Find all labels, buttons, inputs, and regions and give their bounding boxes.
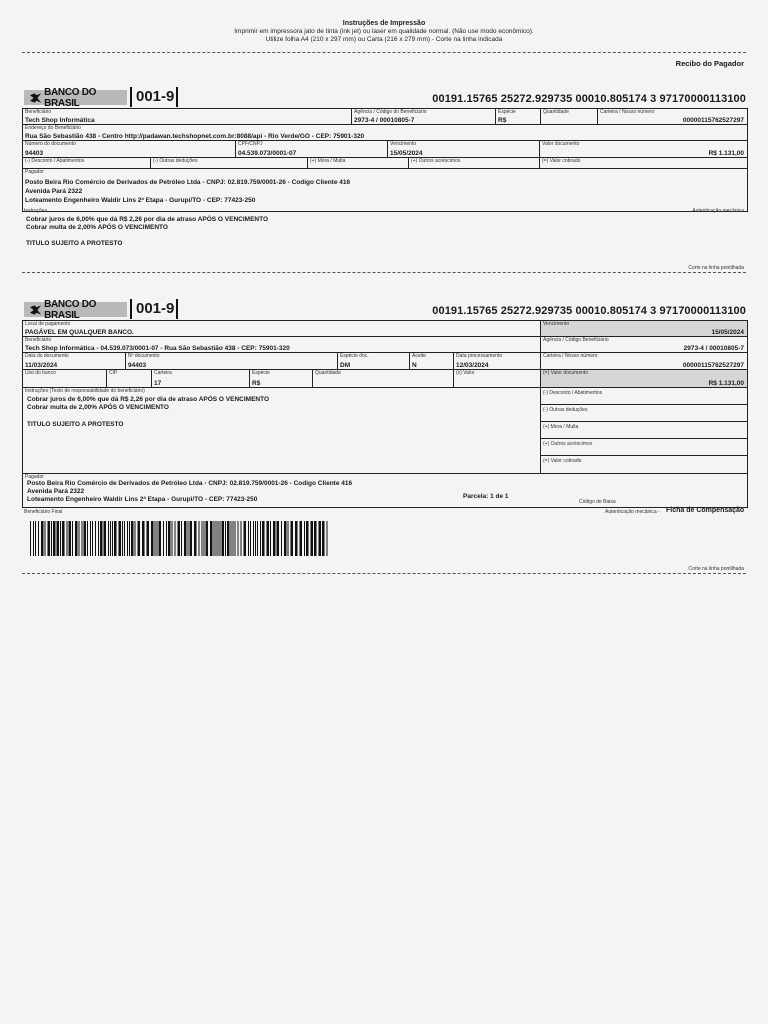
field-label: Agência / Código do Beneficiário: [354, 109, 427, 115]
field-label: (-) Desconto / Abatimentos: [25, 158, 85, 164]
barcode-bar: [127, 521, 128, 556]
field-label: (+) Outros acréscimos: [411, 158, 461, 164]
slip-aceite-cell: [410, 353, 454, 370]
barcode-bar: [48, 521, 51, 556]
barcode-bar: [38, 521, 39, 556]
field-label: Agência / Código Beneficiário: [543, 337, 609, 343]
barcode-bar: [250, 521, 251, 556]
field-label: Vencimento: [390, 141, 417, 147]
barcode-bar: [241, 521, 242, 556]
barcode-bar: [142, 521, 145, 556]
especie-doc-value: DM: [340, 362, 351, 369]
slip-uso-banco-cell: [23, 370, 107, 388]
barcode-bar: [35, 521, 36, 556]
barcode-bar: [257, 521, 258, 556]
field-label: Carteira / Nosso número: [600, 109, 655, 115]
barcode-bar: [291, 521, 294, 556]
barcode-bar: [138, 521, 141, 556]
field-label: (-) Desconto / Abatimentos: [543, 390, 603, 396]
barcode-bar: [235, 521, 236, 556]
barcode-bar: [131, 521, 134, 556]
field-label: Vencimento: [543, 321, 570, 327]
barcode-bar: [90, 521, 91, 556]
barcode-bar: [72, 521, 73, 556]
slip-especie-doc-cell: [338, 353, 410, 370]
field-label: Quantidade: [543, 109, 569, 115]
barcode-bar: [60, 521, 61, 556]
field-label: Espécie doc.: [340, 353, 369, 359]
field-label: Pagador: [25, 474, 44, 480]
beneficiario-final-label: Beneficiário Final: [24, 509, 63, 515]
num-doc-value: 94403: [25, 150, 44, 157]
barcode-bar: [166, 521, 167, 556]
barcode-bar: [30, 521, 31, 556]
barcode-bar: [98, 521, 99, 556]
receipt-instr-line3: TITULO SUJEITO A PROTESTO: [26, 240, 123, 247]
beneficiario-value: Tech Shop Informática - 04.539.073/0001-07 - Rua São Sebastião 438 - CEP: 75901-320: [25, 345, 290, 352]
field-label: Quantidade: [315, 370, 341, 376]
receipt-outras-ded-cell: [151, 158, 308, 169]
slip-instrucoes-cell: [23, 388, 541, 473]
barcode-bar: [45, 521, 46, 556]
field-label: Carteira: [154, 370, 172, 376]
barcode-bar: [227, 521, 230, 556]
barcode-bar: [159, 521, 162, 556]
field-label: Aceite: [412, 353, 426, 359]
barcode-bar: [155, 521, 156, 556]
barcode-bar: [108, 521, 109, 556]
barcode-bar: [129, 521, 130, 556]
especie-value: R$: [498, 117, 507, 124]
slip-desconto-cell: [541, 388, 747, 405]
field-label: Beneficiário: [25, 337, 52, 343]
data-proc-value: 12/03/2024: [456, 362, 489, 369]
barcode-bar: [51, 521, 52, 556]
field-label: (x) Valor: [456, 370, 475, 376]
barcode-bar: [311, 521, 314, 556]
barcode-bar: [119, 521, 122, 556]
receipt-desconto-cell: [23, 158, 151, 169]
aceite-value: N: [412, 362, 417, 369]
slip-venc-cell: [541, 321, 747, 337]
barcode-bar: [260, 521, 261, 556]
field-label: (=) Valor cobrado: [542, 158, 581, 164]
barcode-bar: [295, 521, 298, 556]
barcode-bar: [87, 521, 88, 556]
receipt-valor-doc-cell: [540, 141, 747, 158]
field-label: (=) Valor cobrado: [543, 458, 582, 464]
data-doc-value: 11/03/2024: [25, 362, 58, 369]
barcode-bar: [79, 521, 80, 556]
barcode-bar: [319, 521, 322, 556]
pagador-line3: Loteamento Engenheiro Waldir Lins 2ª Etapa - Gurupi/TO - CEP: 77423-250: [27, 496, 258, 503]
slip-beneficiario-cell: [23, 337, 541, 353]
barcode-bar: [270, 521, 271, 556]
slip-instr-line1: Cobrar juros de 6,00% que dá R$ 2,26 por dia de atraso APÓS O VENCIMENTO: [27, 396, 270, 403]
barcode-bar: [184, 521, 187, 556]
bank-code: 001-9: [130, 299, 178, 319]
cut-label-2: Corte na linha pontilhada: [688, 566, 744, 572]
barcode-bar: [157, 521, 158, 556]
receipt-venc-cell: [388, 141, 540, 158]
digitable-line: 00191.15765 25272.929735 00010.805174 3 97170000113100: [432, 305, 746, 317]
receipt-endereco-cell: [23, 125, 747, 141]
receipt-beneficiario-cell: [23, 109, 352, 125]
barcode-bar: [181, 521, 182, 556]
receipt-mora-cell: [308, 158, 409, 169]
barcode-bar: [248, 521, 249, 556]
barcode-bar: [210, 521, 213, 556]
field-label: Valor documento: [542, 141, 580, 147]
barcode-bar: [33, 521, 34, 556]
bank-logo: [24, 298, 127, 321]
field-label: Data processamento: [456, 353, 503, 359]
print-instructions: [0, 20, 768, 44]
field-label: (+) Mora / Multa: [543, 424, 579, 430]
recibo-label: Recibo do Pagador: [675, 59, 744, 68]
especie-value: R$: [252, 380, 261, 387]
field-label: Local de pagamento: [25, 321, 71, 327]
barcode-bar: [231, 521, 232, 556]
agencia-value: 2973-4 / 00010805-7: [683, 345, 744, 352]
bank-code: 001-9: [130, 87, 178, 107]
bank-logo-icon: [30, 305, 41, 315]
bank-name: BANCO DO BRASIL: [44, 298, 97, 321]
field-label: Data do documento: [25, 353, 69, 359]
num-doc-value: 94403: [128, 362, 147, 369]
slip-especie-cell: [250, 370, 313, 388]
receipt-especie-cell: [496, 109, 541, 125]
barcode-bar: [194, 521, 197, 556]
barcode-bar: [206, 521, 209, 556]
barcode-bar: [122, 521, 123, 556]
carteira-value: 17: [154, 380, 162, 387]
barcode-bar: [175, 521, 176, 556]
slip-grid: [22, 320, 748, 474]
nosso-numero-value: 00000115762527297: [682, 117, 744, 124]
field-label: Número do documento: [25, 141, 76, 147]
barcode-bar: [199, 521, 200, 556]
barcode-bar: [92, 521, 93, 556]
barcode-bar: [306, 521, 309, 556]
bank-header-slip: [22, 298, 748, 321]
barcode-bar: [281, 521, 282, 556]
barcode-bar: [253, 521, 254, 556]
slip-instr-line2: Cobrar multa de 2,00% APÓS O VENCIMENTO: [27, 404, 169, 411]
autenticacao-label: Autenticação mecânica: [692, 208, 744, 214]
agencia-value: 2973-4 / 00010805-7: [354, 117, 415, 124]
print-instructions-line2: Utilize folha A4 (210 x 297 mm) ou Carta (216 x 279 mm) - Corte na linha indicada: [265, 36, 503, 43]
field-label: (+) Mora / Multa: [310, 158, 346, 164]
barcode-bar: [114, 521, 117, 556]
receipt-cpf-cell: [236, 141, 388, 158]
pagador-line1: Posto Beira Rio Comércio de Derivados de Petróleo Ltda - CNPJ: 02.819.759/0001-26 - Codigo Cliente 416: [27, 480, 353, 487]
receipt-instr-line2: Cobrar multa de 2,00% APÓS O VENCIMENTO: [26, 224, 168, 231]
slip-outras-ded-cell: [541, 405, 747, 422]
cut-line-1[interactable]: [22, 272, 746, 273]
barcode-bar: [322, 521, 325, 556]
barcode-bar: [41, 521, 44, 556]
barcode-bar: [327, 521, 328, 556]
barcode-bar: [267, 521, 270, 556]
barcode-bar: [104, 521, 107, 556]
valor-doc-value: R$ 1.131,00: [708, 380, 744, 387]
receipt-pagador-cell: [23, 169, 747, 211]
barcode-bar: [69, 521, 72, 556]
field-label: (-) Outras deduções: [543, 407, 588, 413]
slip-local-cell: [23, 321, 541, 337]
barcode-bar: [53, 521, 56, 556]
field-label: CPF/CNPJ: [238, 141, 263, 147]
field-label: Carteira / Nosso número: [543, 353, 598, 359]
slip-quantidade-cell: [313, 370, 454, 388]
instrucoes-label: Instruções: [24, 208, 48, 214]
receipt-grid: [22, 108, 748, 212]
field-label: Uso do banco: [25, 370, 56, 376]
barcode-bar: [95, 521, 96, 556]
print-instructions-line1: Imprimir em impressora jato de tinta (ink jet) ou laser em qualidade normal. (Não use modo econômico).: [234, 28, 534, 35]
slip-mora-cell: [541, 422, 747, 439]
barcode-bar: [178, 521, 181, 556]
vencimento-value: 15/05/2024: [390, 150, 423, 157]
endereco-value: Rua São Sebastião 438 - Centro http://padawan.techshopnet.com.br:8088/api - Rio Verde/GO - CEP: 75901-320: [25, 133, 365, 140]
digitable-line: 00191.15765 25272.929735 00010.805174 3 97170000113100: [432, 93, 746, 105]
cut-line-top: [22, 52, 746, 53]
slip-x-valor-cell: [454, 370, 541, 388]
barcode-bar: [222, 521, 225, 556]
barcode-bar: [75, 521, 78, 556]
field-label: (+) Outros acréscimos: [543, 441, 593, 447]
barcode-bar: [284, 521, 287, 556]
barcode-bar: [172, 521, 173, 556]
slip-outros-acr-cell: [541, 439, 747, 456]
barcode-bar: [277, 521, 280, 556]
barcode-bar: [62, 521, 65, 556]
barcode-bar: [112, 521, 113, 556]
barcode-bar: [238, 521, 239, 556]
slip-cip-cell: [107, 370, 152, 388]
field-label: Endereço do Beneficiário: [25, 125, 81, 131]
slip-data-doc-cell: [23, 353, 126, 370]
local-value: PAGÁVEL EM QUALQUER BANCO.: [25, 329, 134, 336]
slip-valor-doc-cell: [541, 370, 747, 388]
vencimento-value: 15/05/2024: [711, 329, 744, 336]
receipt-agencia-cell: [352, 109, 496, 125]
slip-num-doc-cell: [126, 353, 338, 370]
parcela-value: Parcela: 1 de 1: [463, 493, 509, 500]
valor-doc-value: R$ 1.131,00: [708, 150, 744, 157]
barcode-bar: [124, 521, 125, 556]
barcode-bar: [288, 521, 289, 556]
bank-logo-icon: [30, 93, 41, 103]
barcode-bar: [100, 521, 103, 556]
barcode-bar: [84, 521, 87, 556]
codigo-baixa-label: Código de Baixa: [579, 499, 616, 505]
barcode-bar: [151, 521, 154, 556]
receipt-quantidade-cell: [541, 109, 598, 125]
field-label: Espécie: [498, 109, 516, 115]
barcode-bar: [188, 521, 189, 556]
bank-name: BANCO DO BRASIL: [44, 86, 97, 109]
barcode-bar: [147, 521, 150, 556]
barcode-bar: [202, 521, 203, 556]
slip-agencia-cell: [541, 337, 747, 353]
barcode-bar: [262, 521, 265, 556]
barcode-bar: [110, 521, 111, 556]
field-label: Nº documento: [128, 353, 160, 359]
barcode-bar: [314, 521, 317, 556]
barcode-bar: [233, 521, 234, 556]
field-label: Pagador: [25, 169, 44, 175]
barcode-bar: [190, 521, 193, 556]
barcode-bar: [135, 521, 136, 556]
barcode-bar: [214, 521, 215, 556]
pagador-line1: Posto Beira Rio Comércio de Derivados de Petróleo Ltda - CNPJ: 02.819.759/0001-26 - Codigo Cliente 416: [25, 179, 351, 186]
barcode-bar: [304, 521, 305, 556]
field-label: (-) Outras deduções: [153, 158, 198, 164]
bank-logo: [24, 86, 127, 109]
barcode-bar: [225, 521, 226, 556]
slip-carteira-cell: [152, 370, 250, 388]
slip-instr-line3: TITULO SUJEITO A PROTESTO: [27, 421, 124, 428]
cut-label-1: Corte na linha pontilhada: [688, 265, 744, 271]
pagador-line3: Loteamento Engenheiro Waldir Lins 2ª Etapa - Gurupi/TO - CEP: 77423-250: [25, 197, 256, 204]
barcode-bar: [273, 521, 276, 556]
autenticacao-label: Autenticação mecânica -: [605, 509, 660, 515]
barcode-bar: [218, 521, 219, 556]
barcode-bar: [220, 521, 221, 556]
ficha-compensacao-label: Ficha de Compensação: [666, 507, 745, 514]
slip-valor-cobrado-cell: [541, 456, 747, 473]
barcode-bar: [216, 521, 217, 556]
pagador-line2: Avenida Pará 2322: [27, 488, 85, 495]
receipt-valor-cobrado-cell: [540, 158, 747, 169]
barcode-bar: [163, 521, 164, 556]
field-label: CIP: [109, 370, 118, 376]
field-label: Beneficiário: [25, 109, 52, 115]
barcode-bar: [300, 521, 303, 556]
cpf-value: 04.539.073/0001-07: [238, 150, 297, 157]
field-label: Espécie: [252, 370, 270, 376]
field-label: (=) Valor documento: [543, 370, 589, 376]
barcode-bar: [255, 521, 256, 556]
barcode-bar: [67, 521, 68, 556]
receipt-outros-acr-cell: [409, 158, 540, 169]
barcode: [30, 521, 330, 556]
barcode-bar: [168, 521, 171, 556]
slip-nosso-numero-cell: [541, 353, 747, 370]
receipt-num-doc-cell: [23, 141, 236, 158]
barcode-bar: [82, 521, 83, 556]
nosso-numero-value: 00000115762527297: [682, 362, 744, 369]
bank-header-receipt: [22, 86, 748, 109]
pagador-line2: Avenida Pará 2322: [25, 188, 83, 195]
slip-data-proc-cell: [454, 353, 541, 370]
barcode-bar: [204, 521, 205, 556]
field-label: Instruções (Texto de responsabilidade do beneficiário): [25, 388, 145, 394]
receipt-instr-line1: Cobrar juros de 6,00% que dá R$ 2,26 por dia de atraso APÓS O VENCIMENTO: [26, 216, 269, 223]
receipt-nosso-numero-cell: [598, 109, 747, 125]
beneficiario-value: Tech Shop Informática: [25, 117, 95, 124]
cut-line-2[interactable]: [22, 573, 746, 574]
barcode-bar: [244, 521, 247, 556]
barcode-bar: [57, 521, 60, 556]
slip-pagador-box: [22, 474, 748, 508]
print-instructions-title: Instruções de Impressão: [342, 20, 426, 27]
